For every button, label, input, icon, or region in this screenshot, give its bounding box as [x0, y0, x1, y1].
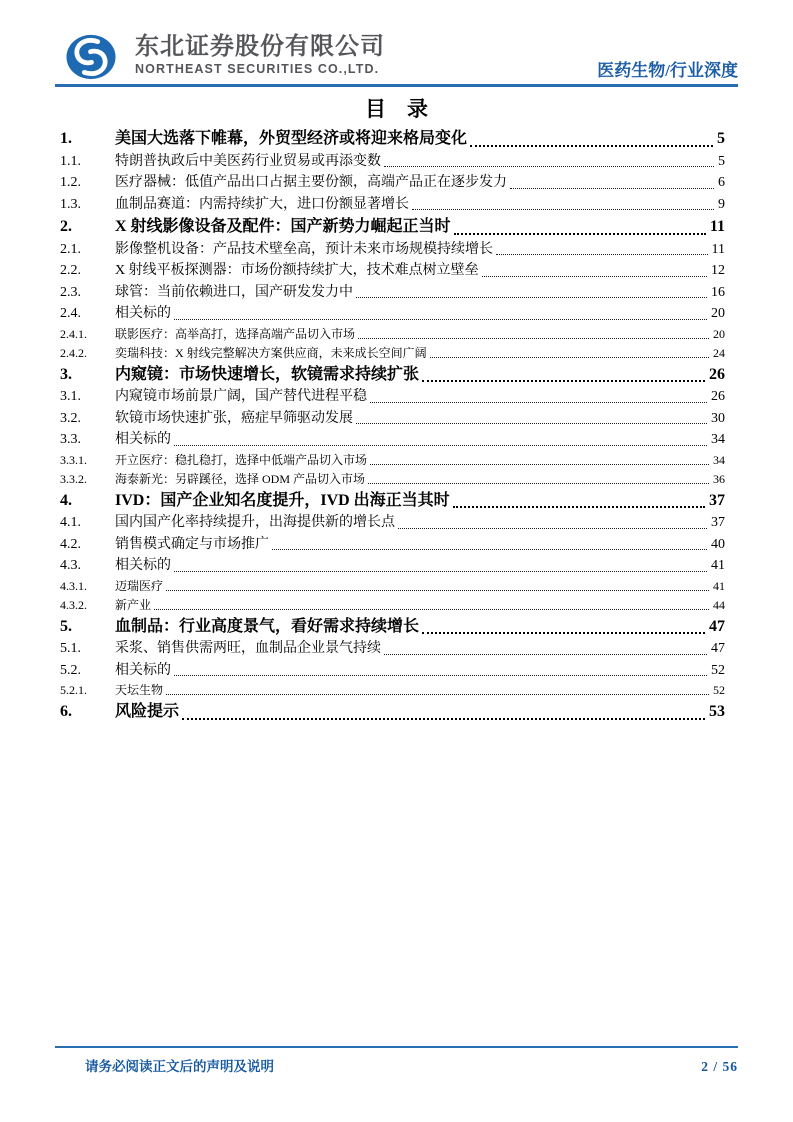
toc-entry-title: 相关标的	[115, 306, 171, 321]
toc-entry-title: 血制品：行业高度景气，看好需求持续增长	[115, 617, 420, 635]
toc-entry-number: 3.3.2.	[60, 471, 87, 486]
toc-entry-number: 3.1.	[60, 389, 81, 404]
toc-entry-page: 53	[709, 703, 725, 720]
dot-leader	[174, 303, 707, 320]
dot-leader	[370, 451, 709, 465]
dot-leader	[398, 512, 707, 529]
toc-entry[interactable]	[60, 700, 725, 724]
toc-entry-page: 5	[718, 153, 725, 169]
dot-leader	[384, 638, 707, 655]
toc-title: 目 录	[365, 97, 428, 121]
toc-entry-number: 1.2.	[60, 175, 81, 190]
toc-entry-page: 24	[713, 345, 725, 360]
table-of-contents	[60, 127, 725, 724]
toc-entry-page: 52	[711, 662, 725, 678]
toc-entry-number: 3.3.	[60, 432, 81, 447]
toc-entry-page: 26	[709, 365, 725, 383]
toc-entry-number: 1.1.	[60, 153, 81, 169]
dot-leader	[356, 282, 707, 299]
toc-entry-page: 52	[713, 683, 725, 697]
toc-entry-page: 34	[711, 432, 725, 447]
dot-leader	[412, 194, 714, 211]
toc-entry-page: 12	[711, 263, 725, 278]
toc-entry-page: 11	[711, 241, 725, 257]
toc-entry[interactable]	[60, 282, 725, 304]
toc-entry-title: 风险提示	[115, 703, 180, 720]
toc-entry[interactable]	[60, 408, 725, 430]
toc-entry[interactable]	[60, 512, 725, 534]
toc-entry[interactable]	[60, 363, 725, 387]
toc-entry-title: 软镜市场快速扩张，癌症早筛驱动发展	[115, 410, 353, 426]
toc-entry[interactable]	[60, 172, 725, 194]
toc-entry-number: 2.4.1.	[60, 326, 87, 341]
toc-entry-number: 2.1.	[60, 241, 81, 257]
toc-entry-title: 采浆、销售供需两旺，血制品企业景气持续	[115, 641, 381, 656]
toc-entry-title: IVD：国产企业知名度提升，IVD 出海正当其时	[115, 491, 450, 509]
toc-entry-page: 34	[713, 452, 725, 467]
company-name-en: NORTHEAST SECURITIES CO.,LTD.	[135, 62, 380, 76]
toc-entry-title: 天坛生物	[115, 683, 164, 697]
toc-entry-title: 美国大选落下帷幕，外贸型经济或将迎来格局变化	[115, 130, 468, 147]
toc-entry[interactable]	[60, 215, 725, 239]
toc-entry-title: 国内国产化率持续提升，出海提供新的增长点	[115, 515, 395, 530]
toc-entry-title: 新产业	[115, 597, 152, 612]
dot-leader	[422, 363, 705, 383]
toc-entry-title: 销售模式确定与市场推广	[115, 536, 269, 552]
dot-leader	[510, 172, 714, 189]
toc-entry-page: 47	[709, 617, 725, 635]
dot-leader	[482, 260, 707, 277]
dot-leader	[496, 239, 708, 256]
toc-entry[interactable]	[60, 303, 725, 325]
toc-entry-title: X 射线影像设备及配件：国产新势力崛起正当时	[115, 218, 451, 235]
toc-entry-number: 4.3.2.	[60, 597, 87, 612]
dot-leader	[154, 596, 709, 610]
toc-entry-page: 41	[711, 558, 725, 573]
toc-entry-number: 5.2.	[60, 662, 81, 678]
northeast-securities-logo	[59, 32, 123, 82]
toc-entry-number: 4.3.1.	[60, 578, 87, 593]
toc-entry-title: 联影医疗：高举高打，选择高端产品切入市场	[115, 326, 356, 341]
toc-entry-number: 4.2.	[60, 536, 81, 552]
toc-entry-number: 2.3.	[60, 284, 81, 300]
toc-entry-page: 9	[718, 196, 725, 212]
toc-entry-title: 影像整机设备：产品技术壁垒高，预计未来市场规模持续增长	[115, 241, 493, 257]
toc-entry[interactable]	[60, 239, 725, 261]
company-name-cn: 东北证券股份有限公司	[135, 33, 385, 60]
toc-entry-page: 5	[717, 130, 725, 147]
dot-leader	[174, 660, 707, 677]
toc-entry-page: 20	[711, 306, 725, 321]
toc-entry-number: 3.	[60, 365, 72, 383]
dot-leader	[174, 429, 707, 446]
toc-entry[interactable]	[60, 534, 725, 556]
toc-entry-number: 4.	[60, 491, 72, 509]
toc-entry-number: 4.3.	[60, 558, 81, 573]
toc-entry[interactable]	[60, 681, 725, 700]
toc-entry-number: 5.2.1.	[60, 683, 87, 697]
toc-entry-title: 相关标的	[115, 432, 171, 447]
toc-entry-number: 5.1.	[60, 641, 81, 656]
toc-entry-title: 血制品赛道：内需持续扩大，进口份额显著增长	[115, 196, 409, 212]
toc-entry[interactable]	[60, 577, 725, 596]
toc-entry-page: 11	[709, 218, 725, 235]
toc-entry-page: 30	[711, 410, 725, 426]
toc-entry-title: 开立医疗：稳扎稳打，选择中低端产品切入市场	[115, 452, 368, 467]
toc-entry[interactable]	[60, 489, 725, 513]
toc-entry[interactable]	[60, 194, 725, 216]
toc-entry-page: 41	[713, 578, 725, 593]
dot-leader	[422, 615, 705, 635]
toc-entry-page: 26	[711, 389, 725, 404]
toc-entry-page: 44	[713, 597, 725, 612]
toc-entry-title: 特朗普执政后中美医药行业贸易或再添变数	[115, 153, 381, 169]
toc-entry-number: 2.2.	[60, 263, 81, 278]
dot-leader	[370, 386, 707, 403]
toc-entry[interactable]	[60, 596, 725, 615]
dot-leader	[166, 577, 709, 591]
toc-entry[interactable]	[60, 638, 725, 660]
toc-entry-number: 6.	[60, 703, 72, 720]
toc-entry-title: 相关标的	[115, 662, 171, 678]
toc-entry-title: 球管：当前依赖进口，国产研发发力中	[115, 284, 353, 300]
dot-leader	[454, 215, 706, 235]
toc-entry[interactable]	[60, 555, 725, 577]
company-name-block	[135, 34, 385, 77]
toc-entry[interactable]	[60, 429, 725, 451]
toc-entry-page: 37	[711, 515, 725, 530]
report-category-tag: 医药生物/行业深度	[597, 61, 738, 80]
dot-leader	[356, 408, 707, 425]
toc-entry-title: 相关标的	[115, 558, 171, 573]
toc-entry-number: 5.	[60, 617, 72, 635]
dot-leader	[358, 325, 709, 339]
dot-leader	[182, 700, 705, 720]
toc-entry[interactable]	[60, 151, 725, 173]
toc-entry-title: 医疗器械：低值产品出口占据主要份额，高端产品正在逐步发力	[115, 175, 507, 190]
toc-entry-number: 3.2.	[60, 410, 81, 426]
toc-entry[interactable]	[60, 386, 725, 408]
dot-leader	[430, 344, 709, 358]
dot-leader	[384, 151, 714, 168]
toc-entry-page: 37	[709, 491, 725, 509]
toc-entry-number: 3.3.1.	[60, 452, 87, 467]
toc-entry[interactable]	[60, 615, 725, 639]
page-header	[55, 31, 738, 87]
dot-leader	[174, 555, 707, 572]
toc-entry-number: 1.3.	[60, 196, 81, 212]
toc-entry-page: 36	[713, 471, 725, 486]
toc-entry-title: 内窥镜：市场快速增长，软镜需求持续扩张	[115, 365, 420, 383]
toc-entry-number: 2.4.2.	[60, 345, 87, 360]
toc-entry-page: 6	[718, 175, 725, 190]
toc-entry-page: 16	[711, 284, 725, 300]
dot-leader	[368, 470, 709, 484]
toc-entry-page: 47	[711, 641, 725, 656]
dot-leader	[470, 127, 713, 147]
dot-leader	[453, 489, 705, 509]
toc-entry-title: 迈瑞医疗	[115, 578, 164, 593]
logo-swirl-icon	[59, 32, 123, 82]
toc-entry[interactable]	[60, 470, 725, 489]
toc-entry-number: 4.1.	[60, 515, 81, 530]
toc-entry-title: 内窥镜市场前景广阔，国产替代进程平稳	[115, 389, 367, 404]
toc-entry[interactable]	[60, 344, 725, 363]
toc-entry-title: 海泰新光：另辟蹊径，选择 ODM 产品切入市场	[115, 471, 366, 486]
dot-leader	[166, 681, 709, 695]
toc-entry[interactable]	[60, 451, 725, 470]
toc-entry-title: 奕瑞科技：X 射线完整解决方案供应商，未来成长空间广阔	[115, 345, 427, 360]
page-number-indicator: 2 / 56	[701, 1059, 738, 1074]
page-footer	[55, 1046, 738, 1075]
toc-entry-page: 20	[713, 326, 725, 341]
dot-leader	[272, 534, 707, 551]
toc-entry-number: 2.4.	[60, 306, 81, 321]
toc-entry-number: 1.	[60, 130, 72, 147]
toc-entry[interactable]	[60, 660, 725, 682]
toc-entry[interactable]	[60, 127, 725, 151]
toc-entry[interactable]	[60, 325, 725, 344]
toc-entry-page: 40	[711, 536, 725, 552]
toc-entry[interactable]	[60, 260, 725, 282]
toc-entry-number: 2.	[60, 218, 72, 235]
toc-entry-title: X 射线平板探测器：市场份额持续扩大，技术难点树立壁垒	[115, 263, 479, 278]
footer-disclaimer: 请务必阅读正文后的声明及说明	[85, 1059, 274, 1074]
